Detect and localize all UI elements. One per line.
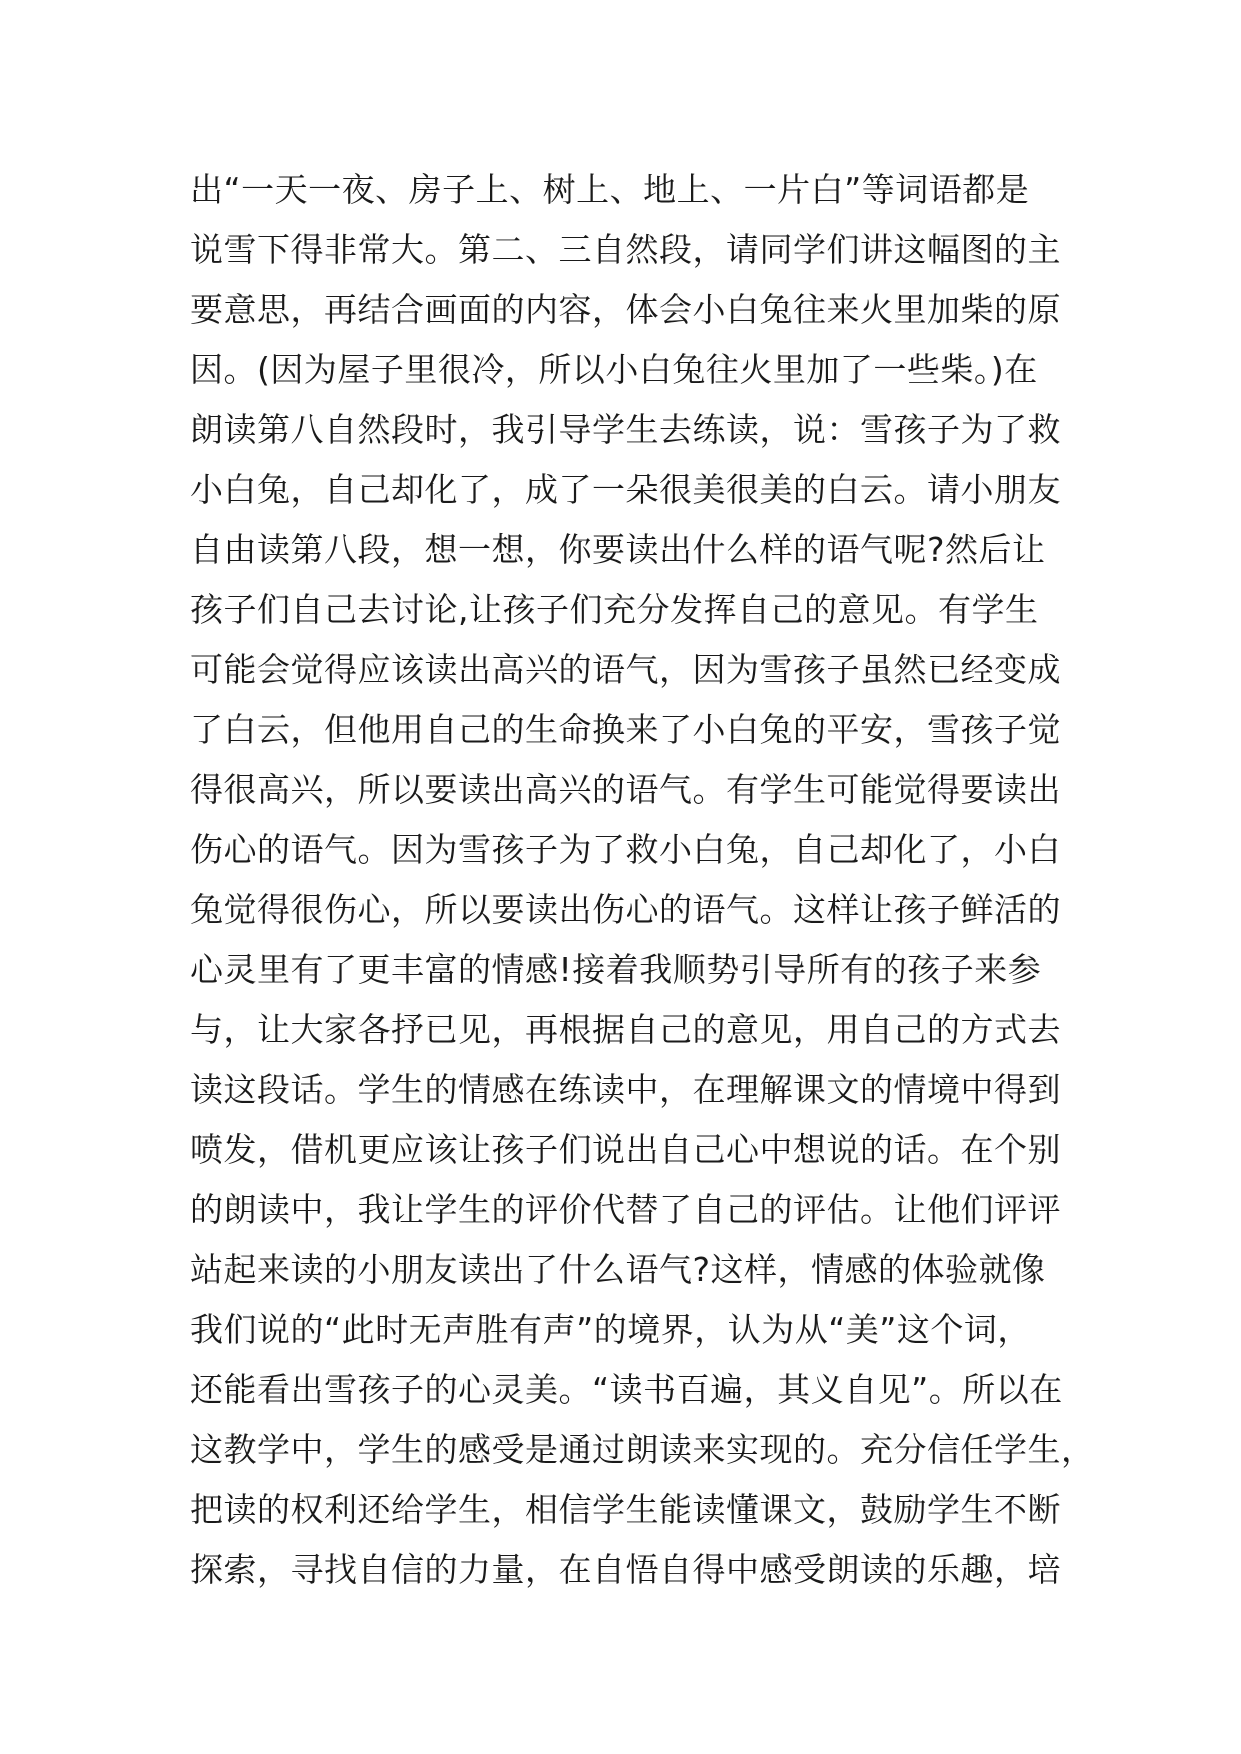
text-line: 心灵里有了更丰富的情感!接着我顺势引导所有的孩子来参: [190, 950, 1042, 989]
text-line: 可能会觉得应该读出高兴的语气，因为雪孩子虽然已经变成: [190, 650, 1061, 689]
text-line: 我们说的“此时无声胜有声”的境界，认为从“美”这个词，: [190, 1310, 1031, 1349]
text-line: 探索，寻找自信的力量，在自悟自得中感受朗读的乐趣，培: [190, 1550, 1061, 1589]
text-line: 要意思，再结合画面的内容，体会小白兔往来火里加柴的原: [190, 290, 1061, 329]
text-line: 自由读第八段，想一想，你要读出什么样的语气呢?然后让: [190, 530, 1046, 569]
text-line: 站起来读的小朋友读出了什么语气?这样，情感的体验就像: [190, 1250, 1046, 1289]
text-line: 还能看出雪孩子的心灵美。“读书百遍，其义自见”。所以在: [190, 1370, 1063, 1409]
text-line: 说雪下得非常大。第二、三自然段，请同学们讲这幅图的主: [190, 230, 1061, 269]
text-line: 的朗读中，我让学生的评价代替了自己的评估。让他们评评: [190, 1190, 1061, 1229]
text-line: 朗读第八自然段时，我引导学生去练读，说：雪孩子为了救: [190, 410, 1061, 449]
text-line: 了白云，但他用自己的生命换来了小白兔的平安，雪孩子觉: [190, 710, 1061, 749]
text-line: 读这段话。学生的情感在练读中，在理解课文的情境中得到: [190, 1070, 1061, 1109]
text-line: 孩子们自己去讨论,让孩子们充分发挥自己的意见。有学生: [190, 590, 1039, 629]
text-line: 出“一天一夜、房子上、树上、地上、一片白”等词语都是: [190, 170, 1030, 209]
text-line: 把读的权利还给学生，相信学生能读懂课文，鼓励学生不断: [190, 1490, 1061, 1529]
text-line: 这教学中，学生的感受是通过朗读来实现的。充分信任学生，: [190, 1430, 1095, 1469]
text-line: 得很高兴，所以要读出高兴的语气。有学生可能觉得要读出: [190, 770, 1061, 809]
text-line: 兔觉得很伤心，所以要读出伤心的语气。这样让孩子鲜活的: [190, 890, 1061, 929]
text-line: 与，让大家各抒已见，再根据自己的意见，用自己的方式去: [190, 1010, 1061, 1049]
text-line: 喷发，借机更应该让孩子们说出自己心中想说的话。在个别: [190, 1130, 1061, 1169]
body-text: [190, 160, 1095, 1600]
text-line: 因。(因为屋子里很冷，所以小白兔往火里加了一些柴。)在: [190, 350, 1038, 389]
text-line: 伤心的语气。因为雪孩子为了救小白兔，自己却化了，小白: [190, 830, 1061, 869]
text-line: 小白兔，自己却化了，成了一朵很美很美的白云。请小朋友: [190, 470, 1061, 509]
